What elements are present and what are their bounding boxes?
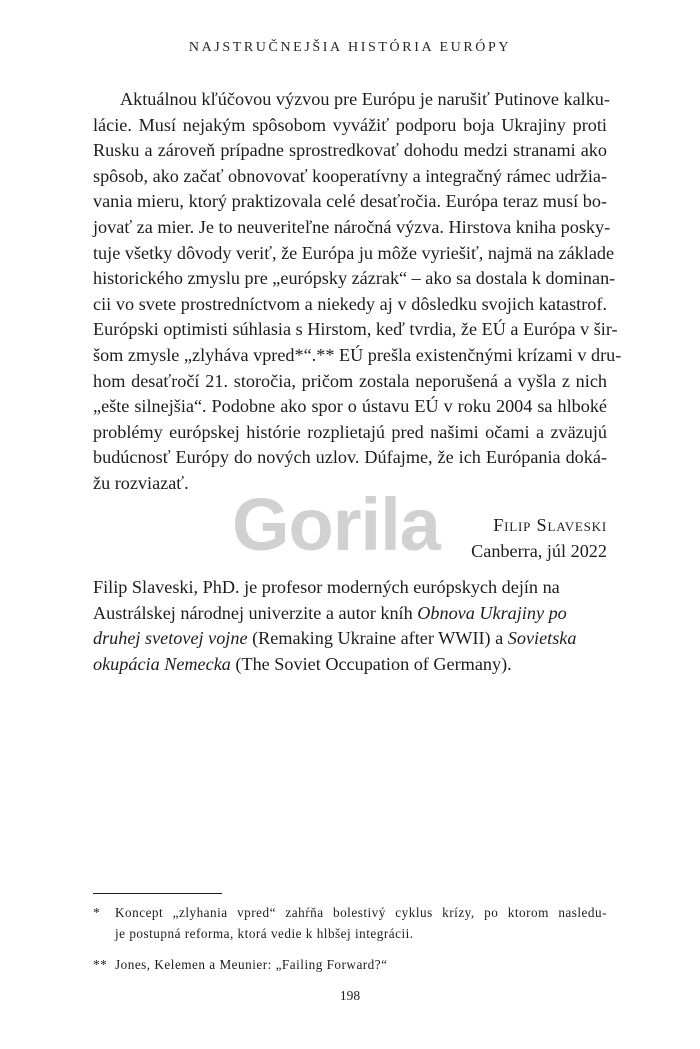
footnote-line: je postupná reforma, ktorá vedie k hlbšej integrácii. (115, 926, 414, 941)
paragraph-line: „ešte silnejšia“. Podobne ako spor o ústavu EÚ v roku 2004 sa hlboké (93, 396, 607, 417)
place-date: Canberra, júl 2022 (471, 540, 607, 561)
bio-text: Filip Slaveski, PhD. je profesor moderných európskych dejín na Austrálskej národnej univerzite a autor kníh (93, 577, 560, 623)
footnotes (93, 902, 607, 975)
paragraph-line: hom desaťročí 21. storočia, pričom zostala neporušená a vyšla z nich (93, 370, 607, 391)
paragraph-line: šom zmysle „zlyháva vpred*“.** EÚ prešla existenčnými krízami v dru- (93, 344, 622, 365)
paragraph-line: cii vo svete prostredníctvom a niekedy aj v dôsledku svojich katastrof. (93, 293, 607, 314)
paragraph-line: problémy európskej histórie rozplietajú pred našimi očami a zväzujú (93, 421, 607, 442)
paragraph-line: jovať za mier. Je to neuveriteľne náročná výzva. Hirstova kniha posky- (93, 216, 611, 237)
author-bio (93, 575, 607, 677)
paragraph-line: žu rozviazať. (93, 472, 189, 493)
paragraph-line: budúcnosť Európy do nových uzlov. Dúfajme, že ich Európania doká- (93, 447, 607, 468)
book-title: Sovietska okupácia Nemecka (93, 628, 577, 674)
footnote (93, 902, 607, 944)
paragraph-line: Rusku a zároveň prípadne sprostredkovať dohodu medzi stranami ako (93, 140, 607, 161)
paragraph-line: spôsob, ako začať obnovovať kooperatívny a integračný rámec udržia- (93, 165, 607, 186)
paragraph-line: lácie. Musí nejakým spôsobom vyvážiť podporu boja Ukrajiny proti (93, 114, 607, 135)
bio-text: (Remaking Ukraine after WWII) a (247, 628, 508, 649)
footnote (93, 954, 607, 975)
author-name: Filip Slaveski (493, 515, 607, 535)
book-title: Obnova Ukrajiny po druhej svetovej vojne (93, 602, 567, 649)
footnote-divider (93, 893, 222, 894)
signature-block (471, 513, 607, 564)
gorila-watermark: Gorila (232, 483, 440, 566)
main-paragraph (93, 87, 622, 497)
paragraph-line: Aktuálnou kľúčovou výzvou pre Európu je narušiť Putinove kalku- (120, 89, 610, 109)
footnote-line: Koncept „zlyhania vpred“ zahŕňa bolestivý cyklus krízy, po ktorom nasledu- (115, 905, 607, 920)
footnote-mark: * (93, 905, 101, 920)
footnote-line: Jones, Kelemen a Meunier: „Failing Forward?“ (115, 957, 388, 972)
footnote-mark: ** (93, 957, 108, 972)
paragraph-line: Európski optimisti súhlasia s Hirstom, keď tvrdia, že EÚ a Európa v šir- (93, 319, 618, 340)
paragraph-line: vania mieru, ktorý praktizovala celé desaťročia. Európa teraz musí bo- (93, 191, 607, 212)
paragraph-line: historického zmyslu pre „európsky zázrak“ – ako sa dostala k dominan- (93, 268, 616, 289)
bio-text: (The Soviet Occupation of Germany). (230, 653, 512, 674)
page-number: 198 (339, 988, 361, 1003)
running-header: NAJSTRUČNEJŠIA HISTÓRIA EURÓPY (188, 40, 512, 55)
paragraph-line: tuje všetky dôvody veriť, že Európa ju môže vyriešiť, najmä na základe (93, 242, 615, 263)
